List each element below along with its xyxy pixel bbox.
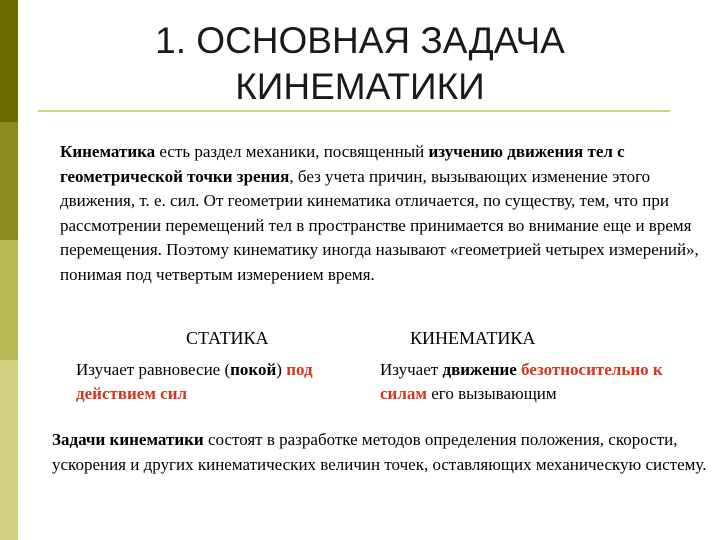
title-divider (38, 110, 670, 112)
sidebar-stripe-4 (0, 360, 18, 540)
tasks-text: состоят в разработке методов определения положения, скорости, ускорения и других кинематических величин точек, оставляющих механическую систему. (52, 430, 707, 474)
intro-emphasis: изучению движения тел с геометрической точки зрения (60, 142, 625, 186)
statics-heading: СТАТИКА (186, 328, 269, 348)
statics-text-1: Изучает равновесие ( (76, 360, 231, 379)
intro-term: Кинематика (60, 142, 156, 161)
tasks-term: Задачи кинематики (52, 430, 204, 449)
kinematics-text-1: Изучает (380, 360, 443, 379)
slide-title (60, 18, 660, 110)
intro-paragraph (60, 140, 700, 287)
kinematics-heading: КИНЕМАТИКА (410, 328, 536, 348)
kinematics-text-3: его вызывающим (426, 384, 557, 403)
sidebar-stripe-3 (0, 240, 18, 360)
sidebar-stripe-1 (0, 0, 18, 122)
kinematics-highlight: безотносительно к силам (380, 360, 663, 403)
statics-text-2: ) (276, 360, 287, 379)
slide-title-line-2: КИНЕМАТИКИ (235, 66, 485, 107)
statics-bold: покой (230, 360, 277, 379)
statics-description (76, 358, 366, 406)
intro-text-1: есть раздел механики, посвященный (155, 142, 429, 161)
tasks-paragraph (52, 428, 712, 477)
kinematics-description (380, 358, 700, 406)
kinematics-bold: движение (442, 360, 517, 379)
intro-text-2: , без учета причин, вызывающих изменение этого движения, т. е. сил. От геометрии кинематика отличается, по существу, тем, что при рассмотрении перемещений тел в пространстве принимается во внимание еще и время перемещения. Поэтому кинематику иногда называют «геометрией четырех измерений», понимая под четвертым измерением время. (60, 166, 699, 284)
statics-highlight: под действием сил (76, 360, 313, 403)
sidebar-stripe-2 (0, 122, 18, 240)
slide-title-line-1: 1. ОСНОВНАЯ ЗАДАЧА (155, 20, 565, 61)
